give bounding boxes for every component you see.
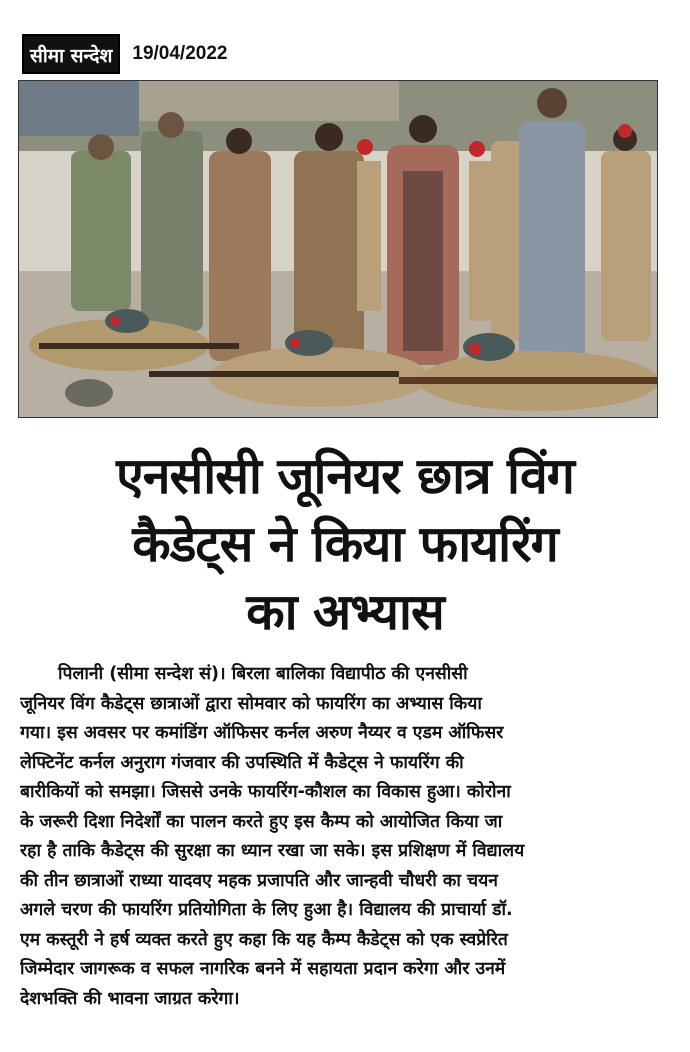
article-line-1	[20, 660, 662, 690]
article-line-11: जिम्मेदार जागरूक व सफल नागरिक बनने में सहायता प्रदान करेगा और उनमें	[20, 959, 506, 979]
article-line-8: की तीन छात्राओं राध्या यादवए महक प्रजापति और जान्हवी चौधरी का चयन	[20, 870, 498, 891]
article-line-2: जूनियर विंग कैडेट्स छात्राओं द्वारा सोमवार को फायरिंग का अभ्यास किया	[20, 693, 482, 714]
article-line-1-text: बिरला बालिका विद्यापीठ की एनसीसी	[225, 664, 468, 684]
article-line-10: एम कस्तूरी ने हर्ष व्यक्त करते हुए कहा कि यह कैम्प कैडेट्स को एक स्वप्रेरित	[20, 929, 508, 950]
publication-date: 19/04/2022	[132, 43, 228, 64]
article-line-9: अगले चरण की फायरिंग प्रतियोगिता के लिए हुआ है। विद्यालय की प्राचार्या डॉ.	[20, 900, 513, 920]
masthead-logo: सीमा सन्देश	[22, 34, 120, 74]
article-line-4: लेफ्टिनेंट कर्नल अनुराग गंजवार की उपस्थिति में कैडेट्स ने फायरिंग की	[20, 752, 464, 773]
headline-line-3: का अभ्यास	[246, 583, 444, 641]
article-line-7: रहा है ताकि कैडेट्स की सुरक्षा का ध्यान रखा जा सके। इस प्रशिक्षण में विद्यालय	[20, 841, 525, 861]
headline-line-2: कैडेट्स ने किया फायरिंग	[132, 515, 558, 573]
dateline: पिलानी (सीमा सन्देश सं)।	[58, 664, 226, 684]
news-photo	[18, 80, 658, 418]
header	[22, 34, 227, 74]
headline	[10, 442, 680, 646]
article-line-12: देशभक्ति की भावना जाग्रत करेगा।	[20, 988, 240, 1009]
headline-line-1: एनसीसी जूनियर छात्र विंग	[116, 447, 574, 505]
article-line-6: के जरूरी दिशा निदेर्शों का पालन करते हुए इस कैम्प को आयोजित किया जा	[20, 811, 503, 832]
article-line-5: बारीकियों को समझा। जिससे उनके फायरिंग-कौशल का विकास हुआ। कोरोना	[20, 782, 511, 802]
article-line-3: गया। इस अवसर पर कमांडिंग ऑफिसर कर्नल अरुण नैय्यर व एडम ऑफिसर	[20, 723, 504, 743]
article-body	[20, 660, 662, 1014]
